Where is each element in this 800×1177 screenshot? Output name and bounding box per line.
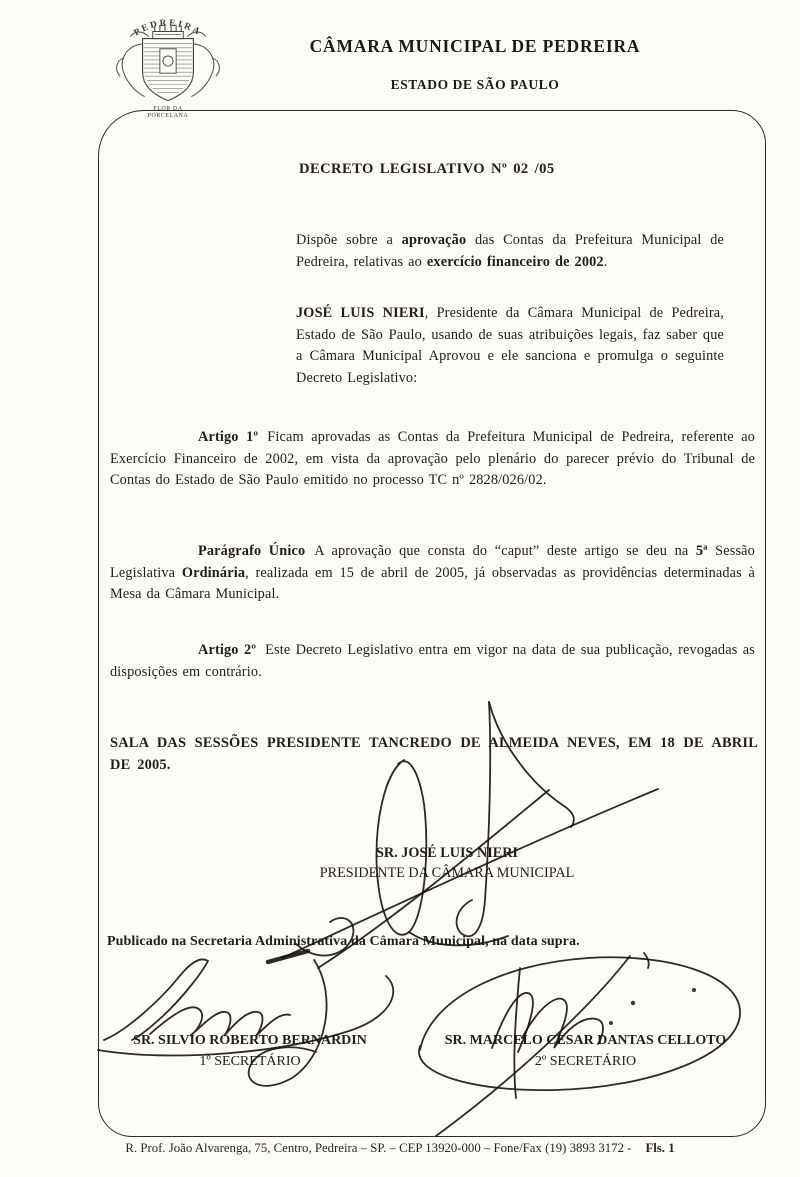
preamble-paragraph bbox=[296, 303, 724, 389]
article-1-text: Ficam aprovadas as Contas da Prefeitura Municipal de Pedreira, referente ao Exercício Financeiro de 2002, em vista da aprovação pelo plenário do parecer prévio do Tribunal de Contas do Estado de São Paulo emitido no processo TC nº 2828/026/02. bbox=[110, 429, 755, 488]
ementa-text: Dispõe sobre a bbox=[296, 232, 402, 248]
article-2-paragraph bbox=[110, 640, 755, 683]
article-1-label: Artigo 1º bbox=[198, 429, 259, 445]
crest-motto-line2: PORCELANA bbox=[147, 112, 189, 119]
ementa-text: . bbox=[603, 253, 608, 270]
sole-paragraph-label: Parágrafo Único bbox=[198, 543, 306, 559]
president-signature-block bbox=[247, 843, 647, 883]
crest-motto-line1: FLOR DA bbox=[153, 105, 183, 112]
decree-title: DECRETO LEGISLATIVO Nº 02 /05 bbox=[299, 161, 555, 177]
first-secretary-role: 1º SECRETÁRIO bbox=[199, 1054, 301, 1069]
session-hall-line: SALA DAS SESSÕES PRESIDENTE TANCREDO DE ALMEIDA NEVES, EM 18 DE ABRIL DE 2005. bbox=[110, 735, 758, 773]
second-secretary-block bbox=[413, 1030, 758, 1072]
sole-paragraph bbox=[110, 541, 755, 606]
first-secretary-block bbox=[100, 1030, 400, 1072]
article-2-text: Este Decreto Legislativo entra em vigor na data de sua publicação, revogadas as disposições em contrário. bbox=[110, 642, 755, 680]
crest-shield-icon bbox=[143, 39, 194, 101]
crest-arc-text: PEDREIRA bbox=[132, 17, 204, 38]
footer-address: R. Prof. João Alvarenga, 75, Centro, Pedreira – SP. – CEP 13920-000 – Fone/Fax (19) 3893 3172 - bbox=[125, 1141, 632, 1155]
president-role: PRESIDENTE DA CÂMARA MUNICIPAL bbox=[319, 865, 575, 881]
ementa-text: das Contas da Prefeitura Municipal de Pedreira, relativas ao bbox=[296, 232, 724, 270]
footer-sheet-number: Fls. 1 bbox=[645, 1141, 675, 1155]
sole-paragraph-text: A aprovação que consta do “caput” deste artigo se deu na bbox=[314, 543, 696, 559]
footer-line bbox=[0, 1141, 800, 1156]
org-state: ESTADO DE SÃO PAULO bbox=[390, 77, 560, 92]
first-secretary-name: SR. SILVIO ROBERTO BERNARDIN bbox=[133, 1033, 367, 1048]
article-2-label: Artigo 2º bbox=[198, 642, 257, 658]
sole-paragraph-text: , realizada em 15 de abril de 2005, já observadas as providências determinadas à Mesa da Câmara Municipal. bbox=[110, 564, 756, 602]
publication-line: Publicado na Secretaria Administrativa da Câmara Municipal, na data supra. bbox=[107, 934, 580, 949]
president-name: SR. JOSÉ LUIS NIERI bbox=[376, 845, 518, 861]
article-1-paragraph bbox=[110, 427, 755, 492]
second-secretary-name: SR. MARCELO CESAR DANTAS CELLOTO bbox=[444, 1033, 727, 1048]
org-name: CÂMARA MUNICIPAL DE PEDREIRA bbox=[309, 36, 641, 56]
municipal-crest-icon bbox=[108, 5, 228, 119]
president-name-inline: JOSÉ LUIS NIERI bbox=[296, 305, 425, 321]
ementa-bold-aprovacao: aprovação bbox=[401, 232, 467, 248]
ementa-bold-exercicio: exercício financeiro de 2002 bbox=[426, 253, 604, 270]
second-secretary-role: 2º SECRETÁRIO bbox=[534, 1054, 637, 1069]
sole-paragraph-bold-5a: 5ª bbox=[695, 543, 708, 559]
sole-paragraph-text: Sessão Legislativa bbox=[110, 543, 755, 581]
preamble-text: , Presidente da Câmara Municipal de Pedreira, Estado de São Paulo, usando de suas atribuições legais, faz saber que a Câmara Municipal Aprovou e ele sanciona e promulga o seguinte Decreto Legislativo: bbox=[296, 305, 724, 386]
ementa-paragraph bbox=[296, 230, 724, 273]
sole-paragraph-bold-ordinaria: Ordinária bbox=[181, 564, 246, 581]
